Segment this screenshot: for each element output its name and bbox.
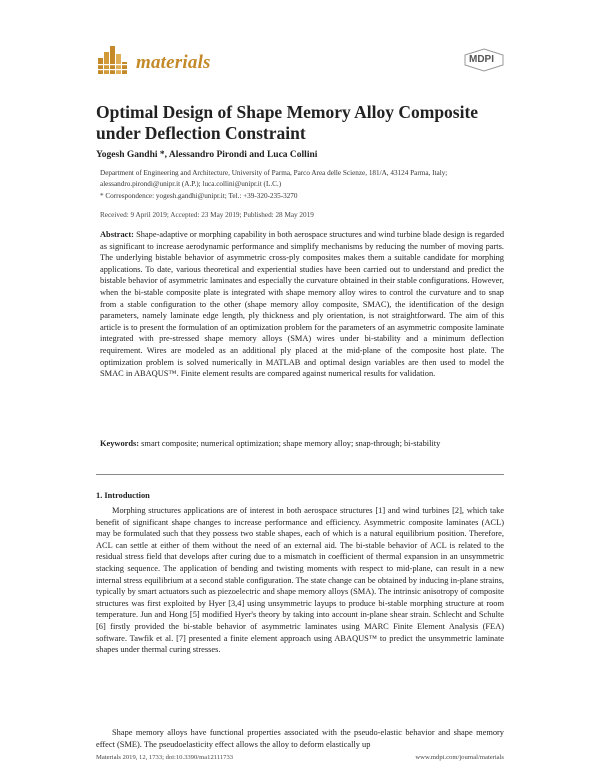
- paper-authors: Yogesh Gandhi *, Alessandro Pirondi and Luca Collini: [96, 150, 318, 160]
- intro-paragraph-1: Morphing structures applications are of interest in both aerospace structures [1] and wind turbines [2], which take benefit of significant shape changes to increase performance and efficiency. Asymmetric composite laminates (ACL) may be formulated such that they possess two stable shapes, each of which is a natural equilibrium position. Therefore, ACL can settle at either of them without the need of an external aid. The bi-stable behavior of ACL is related to the residual stress field that develops after curing due to a mismatch in coefficient of thermal expansion in an unsymmetric stacking sequence. The application of bending and twisting moments with respect to mid-plane, can result in a new internal stress equilibrium at a second stable configuration. The state change can be obtained by inducing in-plane strains, typically by smart actuators such as piezoelectric and shape memory alloys (SMA). The intrinsic anisotropy of composite structures was first exploited by Hyer [3,4] using unsymmetric layups to produce bi-stable morphing structure at room temperature. Jun and Hong [5] modified Hyer's theory by taking into account in-plane shear strain. Schlecht and Schulte [6] firstly provided the bi-stable behavior of asymmetric laminates using MARC Finite Element Analysis (FEA) software. Tawfik et al. [7] presented a finite element approach using ABAQUS™ to predict the unsymmetric laminate shapes under thermal curing stresses.: [96, 506, 505, 655]
- keywords: [100, 438, 504, 450]
- footer-citation: Materials 2019, 12, 1733; doi:10.3390/ma12111733: [96, 754, 234, 761]
- journal-name: materials: [136, 52, 211, 73]
- intro-paragraph-2: Shape memory alloys have functional properties associated with the pseudo-elastic behavior and shape memory effect (SME). The pseudoelasticity effect allows the alloy to deform elastically up: [96, 728, 504, 749]
- affiliation-text: Department of Engineering and Architecture, University of Parma, Parco Area delle Scienze, 181/A, 43124 Parma, Italy; alessandro.pirondi@unipr.it (A.P.); luca.collini@unipr.it (L.C.): [100, 169, 448, 188]
- abstract-label: Abstract:: [100, 230, 134, 239]
- mdpi-logo: [463, 48, 505, 72]
- section-heading: 1. Introduction: [96, 491, 150, 500]
- correspondence: * Correspondence: yogesh.gandhi@unipr.it; Tel.: +39-320-235-3270: [100, 192, 298, 200]
- footer-url[interactable]: www.mdpi.com/journal/materials: [415, 754, 504, 761]
- abstract: [100, 229, 504, 380]
- journal-logo-icon: [96, 44, 132, 74]
- paper-title: Optimal Design of Shape Memory Alloy Composite under Deflection Constraint: [96, 102, 479, 143]
- mdpi-logo-text: MDPI: [469, 54, 494, 65]
- keywords-text: smart composite; numerical optimization; shape memory alloy; snap-through; bi-stability: [141, 439, 441, 448]
- divider: [96, 474, 504, 475]
- affiliation: [100, 168, 490, 190]
- publication-dates: Received: 9 April 2019; Accepted: 23 May 2019; Published: 28 May 2019: [100, 211, 314, 219]
- abstract-text: Shape-adaptive or morphing capability in both aerospace structures and wind turbine blade design is regarded as significant to increase aerodynamic performance and simplify mechanisms by reducing the number of moving parts. The underlying bistable behavior of asymmetric cross-ply composites makes them a suitable candidate for morphing applications. To date, various theoretical and experiential studies have been carried out to understand and predict the bistable behavior of asymmetric laminates and especially the curvature obtained in their stable configurations. However, when the bi-stable composite plate is integrated with shape memory alloy wires to control the curvature and to snap from a stable configuration to the other (shape memory alloy composite, SMAC), the identification of the design parameters, namely laminate edge length, ply thickness and ply orientation, is not straightforward. The aim of this article is to present the formulation of an optimization problem for the parameters of an asymmetric composite laminate integrated with pre-stressed shape memory alloys (SMA) wires under bi-stability and a minimum deflection requirement. Wires are modeled as an additional ply placed at the mid-plane of the composite host plate. The optimization problem is solved numerically in MATLAB and optimal design variables are then used to model the SMAC in ABAQUS™. Finite element results are compared against numerical results for validation.: [100, 230, 505, 379]
- keywords-label: Keywords:: [100, 439, 140, 448]
